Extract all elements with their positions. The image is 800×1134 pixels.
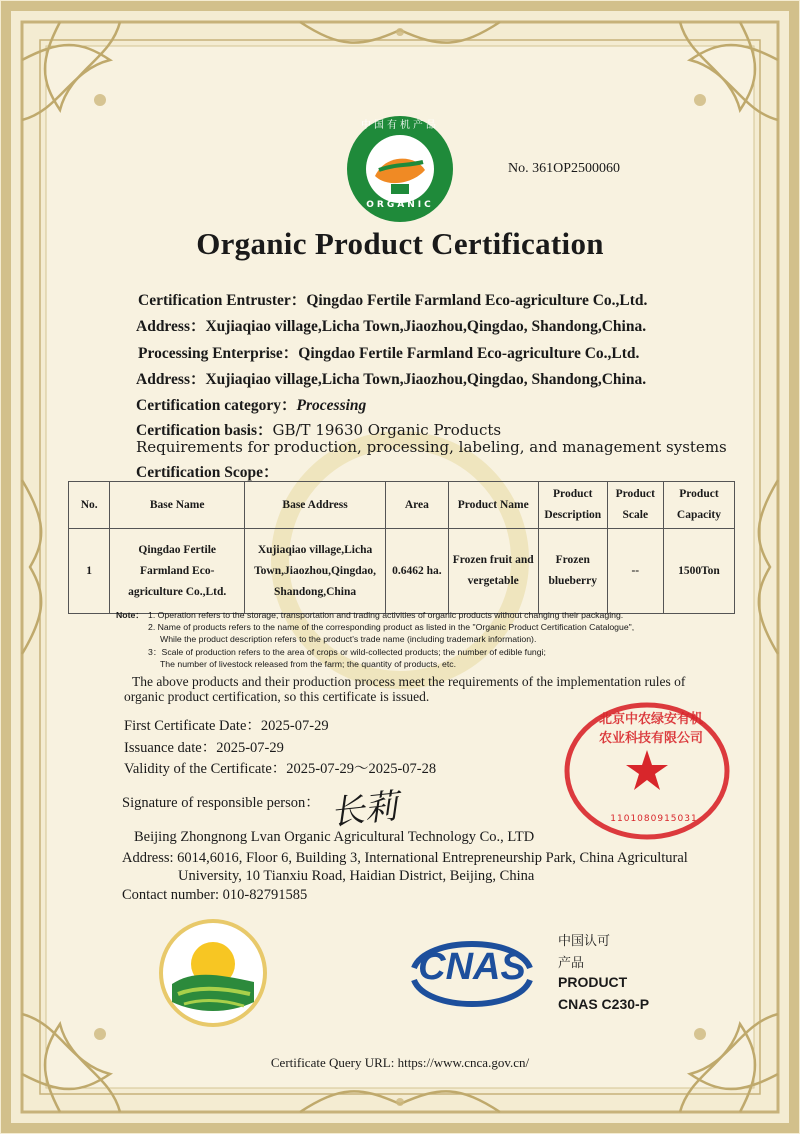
page-title: Organic Product Certification <box>196 226 604 261</box>
cell-no: 1 <box>69 529 110 614</box>
logo-english-text: ORGANIC <box>366 200 434 210</box>
address1-label: Address： <box>136 318 206 335</box>
entruster-value: Qingdao Fertile Farmland Eco-agriculture Co.,Ltd. <box>306 292 648 309</box>
cnas-cn-line-1: 中国认可 <box>558 934 611 949</box>
header-area: Area <box>386 482 449 529</box>
cell-product-description: Frozen blueberry <box>538 529 607 614</box>
cnas-cn-line-2: 产品 <box>558 956 585 971</box>
address2-value: Xujiaqiao village,Licha Town,Jiaozhou,Qingdao, Shandong,China. <box>205 371 647 388</box>
notes-label: Note： <box>116 610 144 620</box>
header-product-capacity: Product Capacity <box>663 482 734 529</box>
header-product-scale: Product Scale <box>607 482 663 529</box>
category-label: Certification category： <box>136 397 297 414</box>
cell-base-address: Xujiaqiao village,Licha Town,Jiaozhou,Qingdao, Shandong,China <box>245 529 386 614</box>
cell-base-name: Qingdao Fertile Farmland Eco-agriculture Co.,Ltd. <box>110 529 245 614</box>
issuance-date-value: 2025-07-29 <box>216 740 284 756</box>
query-url: Certificate Query URL: https://www.cnca.gov.cn/ <box>270 1055 530 1070</box>
cell-area: 0.6462 ha. <box>386 529 449 614</box>
first-date-row <box>124 714 329 735</box>
note-line-2: 2. Name of products refers to the name of the corresponding product as listed in the "Organic Product Certification Catalogue", <box>148 622 635 632</box>
scope-label: Certification Scope： <box>136 464 279 481</box>
first-date-value: 2025-07-29 <box>260 718 329 734</box>
validity-value: 2025-07-29～2025-07-28 <box>286 761 437 777</box>
issuer-name: Beijing Zhongnong Lvan Organic Agricultural Technology Co., LTD <box>134 829 535 845</box>
entruster-label: Certification Entruster： <box>138 292 307 309</box>
scope-table <box>68 481 735 614</box>
table-header-row <box>69 482 735 529</box>
enterprise-row <box>138 341 639 363</box>
header-product-name: Product Name <box>448 482 538 529</box>
cell-product-scale: -- <box>607 529 663 614</box>
issuer-address-line-1: Address: 6014,6016, Floor 6, Building 3, International Entrepreneurship Park, China Agricultural <box>122 850 688 866</box>
issuance-date-label: Issuance date： <box>124 740 217 756</box>
cell-product-name: Frozen fruit and vergetable <box>448 529 538 614</box>
validity-row <box>124 757 436 778</box>
basis-label: Certification basis： <box>136 422 273 439</box>
cell-product-capacity: 1500Ton <box>663 529 734 614</box>
basis-row <box>136 418 501 440</box>
header-product-description: Product Description <box>538 482 607 529</box>
note-line-1: 1. Operation refers to the storage, transportation and trading activities of organic products without changing their packaging. <box>148 610 624 620</box>
issuance-date-row <box>124 736 284 757</box>
first-date-label: First Certificate Date： <box>124 718 261 734</box>
logo-chinese-text: 中国有机产品 <box>361 120 439 131</box>
farm-logo <box>158 918 268 1028</box>
seal-company-text: 北京中农绿安有机农业科技有限公司 <box>598 712 703 746</box>
address1-row <box>136 314 646 336</box>
category-value: Processing <box>296 397 367 414</box>
address2-label: Address： <box>136 371 206 388</box>
cnas-en-line-1: PRODUCT <box>558 974 628 990</box>
table-row <box>69 529 735 614</box>
issuer-contact: Contact number: 010-82791585 <box>122 887 308 903</box>
issuer-address-line-2: University, 10 Tianxiu Road, Haidian District, Beijing, China <box>178 868 535 884</box>
category-row <box>136 393 366 415</box>
signature-label: Signature of responsible person： <box>122 795 320 811</box>
header-base-name: Base Name <box>110 482 245 529</box>
address2-row <box>136 367 646 389</box>
note-line-3: While the product description refers to the product's trade name (including trademark information). <box>160 634 537 644</box>
statement-line-1: The above products and their production process meet the requirements of the implementation rules of <box>132 674 686 689</box>
cnas-en-line-2: CNAS C230-P <box>558 996 650 1012</box>
address1-value: Xujiaqiao village,Licha Town,Jiaozhou,Qingdao, Shandong,China. <box>205 318 647 335</box>
basis-line2: Requirements for production, processing, labeling, and management systems <box>136 438 727 456</box>
cnas-logo-text: CNAS <box>418 946 526 988</box>
certificate-number: No. 361OP2500060 <box>508 161 621 176</box>
statement-line-2: organic product certification, so this certificate is issued. <box>124 689 430 704</box>
basis-value: GB/T 19630 Organic Products <box>272 421 502 439</box>
header-no: No. <box>69 482 110 529</box>
enterprise-value: Qingdao Fertile Farmland Eco-agriculture Co.,Ltd. <box>298 345 640 362</box>
entruster-row <box>138 288 647 310</box>
enterprise-label: Processing Enterprise： <box>138 345 299 362</box>
note-line-5: The number of livestock released from the farm; the quantity of products, etc. <box>160 659 456 669</box>
validity-label: Validity of the Certificate： <box>124 761 287 777</box>
note-line-4: 3：Scale of production refers to the area of crops or wild-collected products; the number of edible fungi; <box>148 647 546 657</box>
header-base-address: Base Address <box>245 482 386 529</box>
seal-number: 1101080915031 <box>610 814 698 824</box>
handwritten-signature: 长莉 <box>328 786 401 834</box>
